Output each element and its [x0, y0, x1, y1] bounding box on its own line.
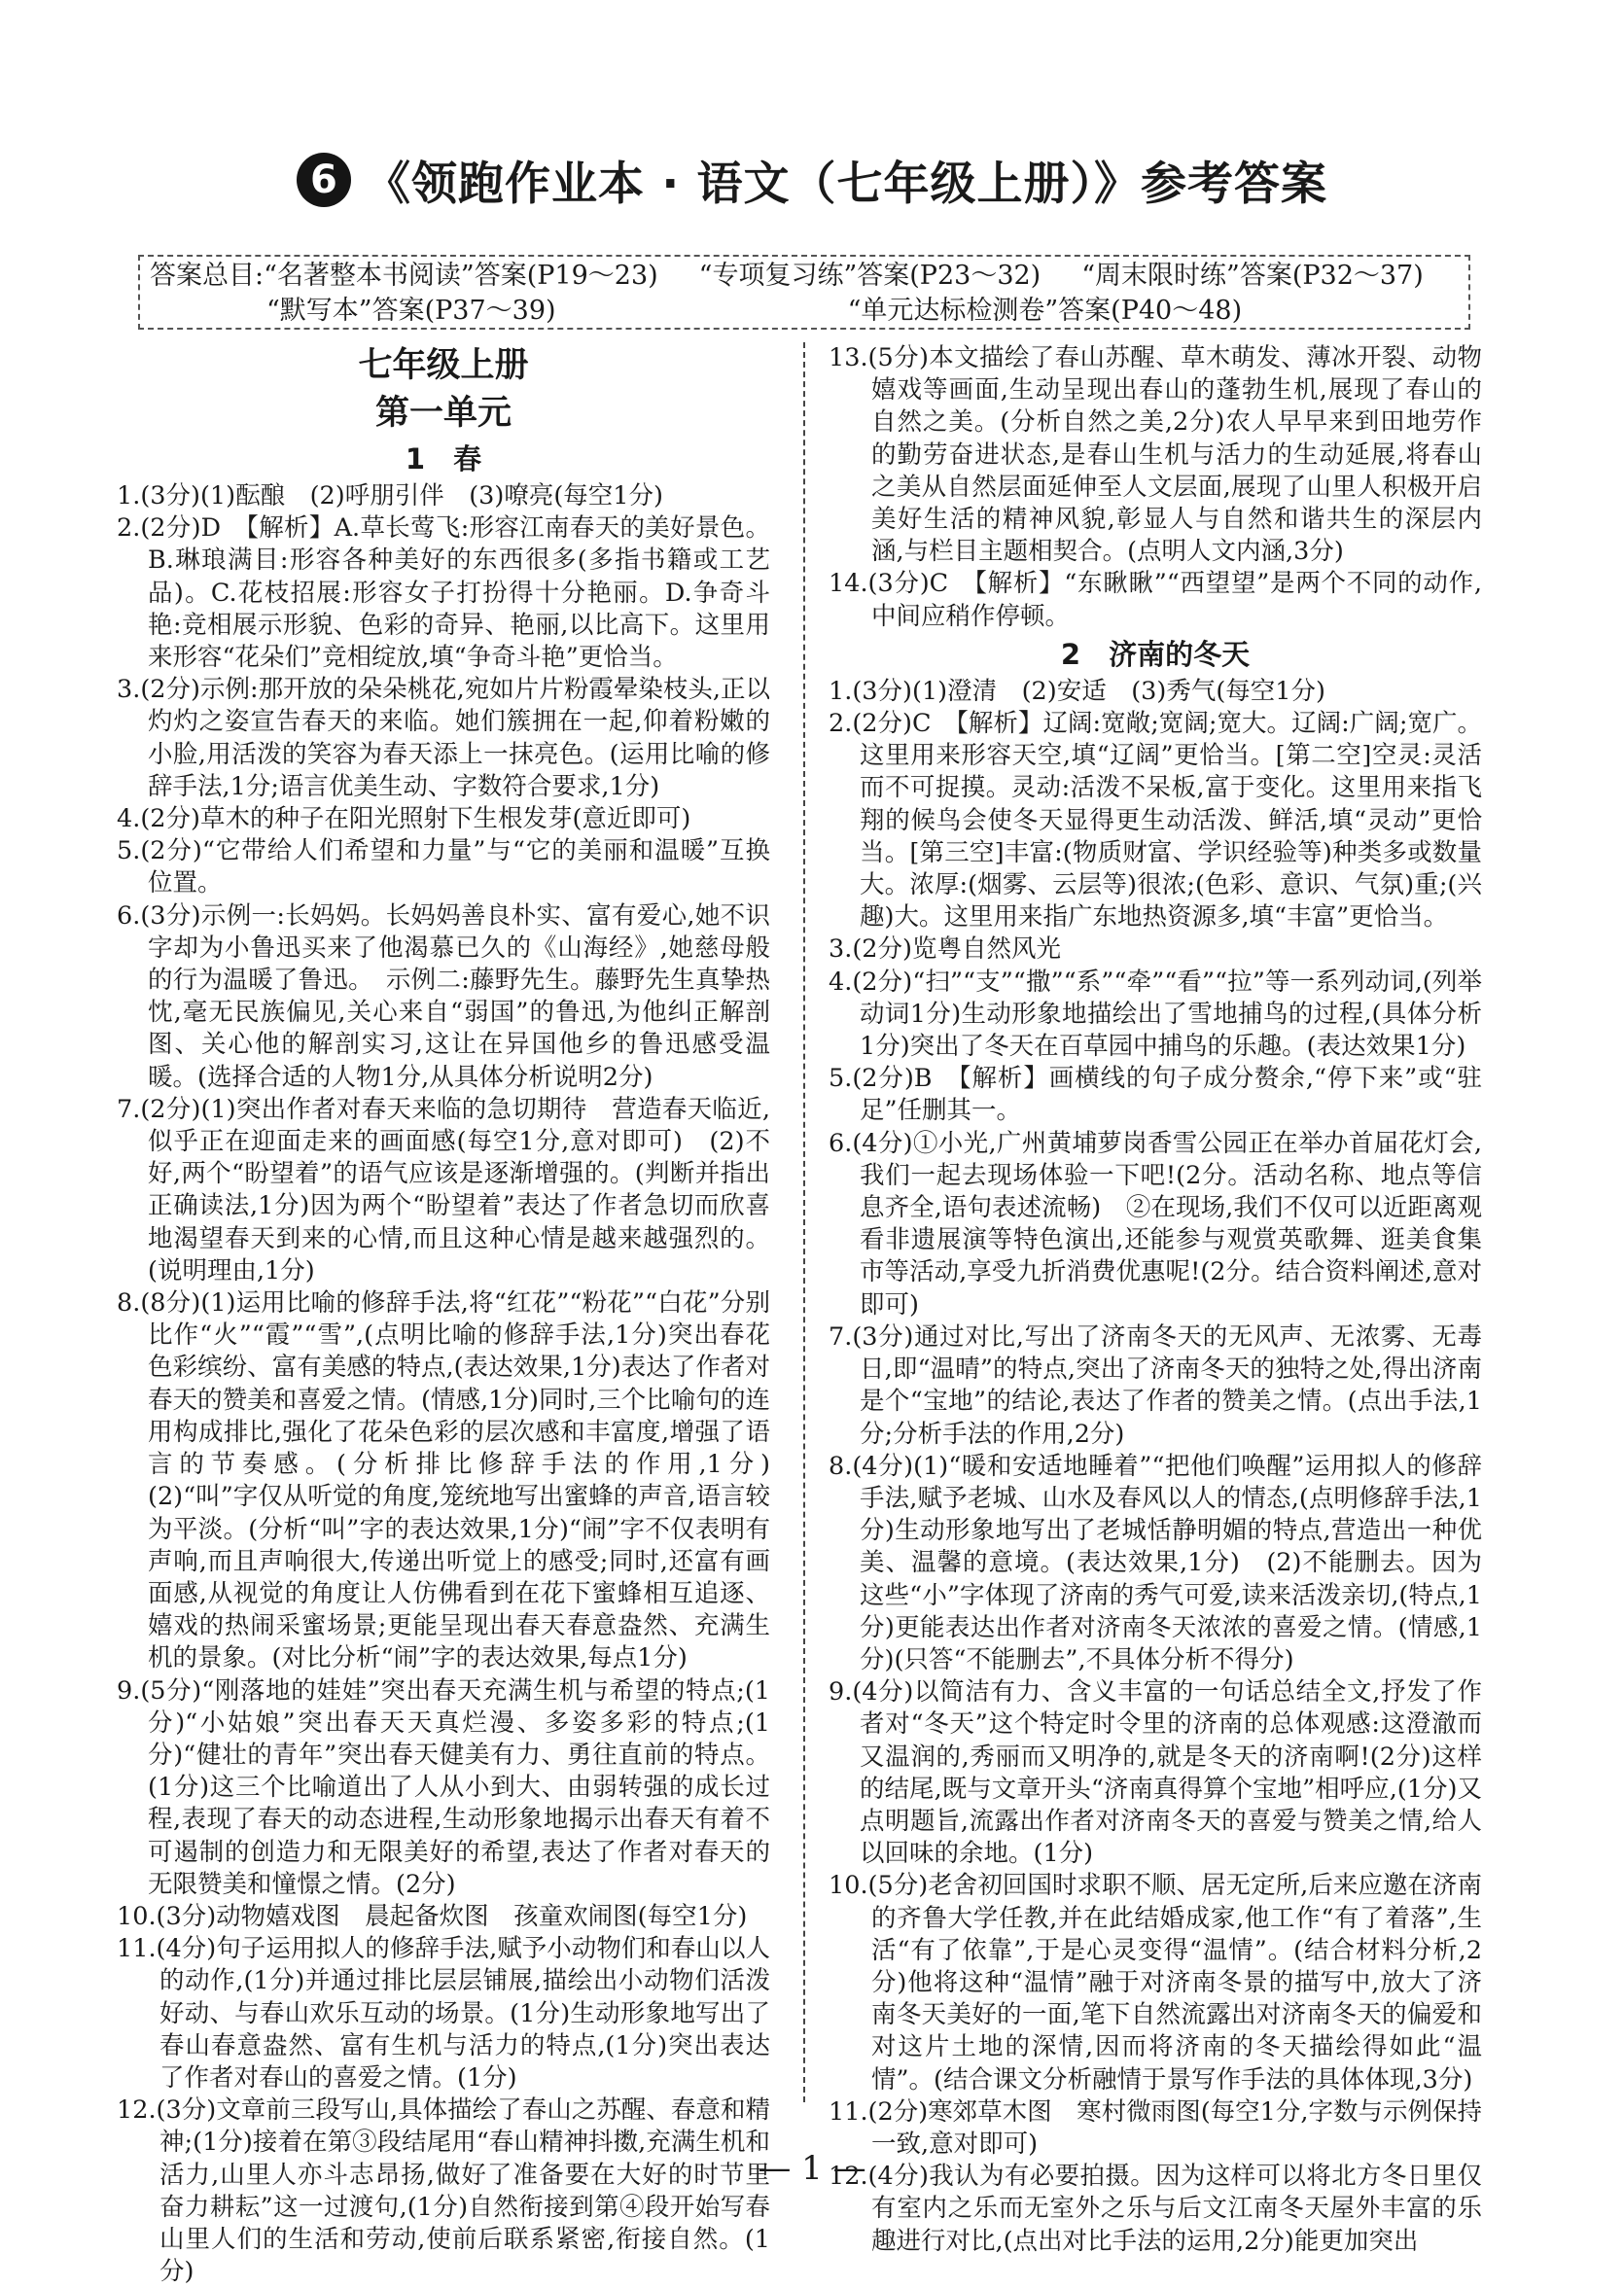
- answer-item: 11.(2分)寒郊草木图 寒村微雨图(每空1分,字数与示例保持一致,意对即可): [829, 2096, 1482, 2159]
- answer-item: 1.(3分)(1)澄清 (2)安适 (3)秀气(每空1分): [829, 676, 1325, 706]
- answer-item: 10.(3分)动物嬉戏图 晨起备炊图 孩童欢闹图(每空1分): [117, 1901, 748, 1931]
- page-title: [0, 146, 1624, 214]
- answer-item: 4.(2分)“扫”“支”“撒”“系”“牵”“看”“拉”等一系列动词,(列举动词1分)生动形象地描绘出了雪地捕鸟的过程,(具体分析1分)突出了冬天在百草园中捕鸟的乐趣。(表达效果1分): [829, 967, 1482, 1062]
- index-entry: “专项复习练”答案(P23～32): [698, 261, 1041, 291]
- answer-item: 6.(4分)①小光,广州黄埔萝岗香雪公园正在举办首届花灯会,我们一起去现场体验一下吧!(2分。活动名称、地点等信息齐全,语句表述流畅) ②在现场,我们不仅可以近距离观看非遗展演等特色演出,还能参与观赏英歌舞、逛美食集市等活动,享受九折消费优惠呢!(2分。结合资料阐述,意对即可): [829, 1128, 1482, 1320]
- page-number: — 1 —: [758, 2149, 866, 2188]
- answer-item: 3.(2分)览粤自然风光: [829, 934, 1061, 965]
- unit-heading: 第一单元: [374, 394, 512, 433]
- answer-item: 7.(2分)(1)突出作者对春天来临的急切期待 营造春天临近,似乎正在迎面走来的画面感(每空1分,意对即可) (2)不好,两个“盼望着”的语气应该是逐渐增强的。(判断并指出正确读法,1分)因为两个“盼望着”表达了作者急切而欣喜地渴望春天到来的心情,而且这种心情是越来越强烈的。(说明理由,1分): [117, 1094, 770, 1285]
- answer-item: 4.(2分)草木的种子在阳光照射下生根发芽(意近即可): [117, 804, 691, 834]
- answer-item: 9.(5分)“刚落地的娃娃”突出春天充满生机与希望的特点;(1分)“小姑娘”突出春天天真烂漫、多姿多彩的特点;(1分)“健壮的青年”突出春天健美有力、勇往直前的特点。(1分)这三个比喻道出了人从小到大、由弱转强的成长过程,表现了春天的动态进程,生动形象地揭示出春天有着不可遏制的创造力和无限美好的希望,表达了作者对春天的无限赞美和憧憬之情。(2分): [117, 1675, 770, 1899]
- answer-index-box: [138, 255, 1470, 330]
- right-column: [829, 342, 1482, 2258]
- answer-item: 10.(5分)老舍初回国时求职不顺、居无定所,后来应邀在济南的齐鲁大学任教,并在此结婚成家,他工作“有了着落”,生活“有了依靠”,于是心灵变得“温情”。(结合材料分析,2分)他将这种“温情”融于对济南冬景的描写中,放大了济南冬天美好的一面,笔下自然流露出对济南冬天的偏爱和对这片土地的深情,因而将济南的冬天描绘得如此“温情”。(结合课文分析融情于景写作手法的具体体现,3分): [829, 1871, 1482, 2094]
- answer-item: 2.(2分)D 【解析】A.草长莺飞:形容江南春天的美好景色。B.琳琅满目:形容各种美好的东西很多(多指书籍或工艺品)。C.花枝招展:形容女子打扮得十分艳丽。D.争奇斗艳:竞相展示形貌、色彩的奇异、艳丽,以比高下。这里用来形容“花朵们”竞相绽放,填“争奇斗艳”更恰当。: [117, 513, 770, 673]
- left-column: [117, 342, 795, 2288]
- lesson-heading: 2 济南的冬天: [1060, 637, 1251, 671]
- answer-item: 12.(3分)文章前三段写山,具体描绘了春山之苏醒、春意和精神;(1分)接着在第③段结尾用“春山精神抖擞,充满生机和活力,山里人亦斗志昂扬,做好了准备要在大好的时节里奋力耕耘”这一过渡句,(1分)自然衔接到第④段开始写春山里人们的生活和劳动,使前后联系紧密,衔接自然。(1分): [117, 2095, 770, 2287]
- answer-item: 1.(3分)(1)酝酿 (2)呼朋引伴 (3)嘹亮(每空1分): [117, 481, 663, 510]
- answer-item: 8.(4分)(1)“暖和安适地睡着”“把他们唤醒”运用拟人的修辞手法,赋予老城、山水及春风以人的情态,(点明修辞手法,1分)生动形象地写出了老城恬静明媚的特点,营造出一种优美、温馨的意境。(表达效果,1分) (2)不能删去。因为这些“小”字体现了济南的秀气可爱,读来活泼亲切,(特点,1分)更能表达出作者对济南冬天浓浓的喜爱之情。(情感,1分)(只答“不能删去”,不具体分析不得分): [829, 1451, 1482, 1674]
- page-number-badge: 6: [297, 153, 351, 207]
- answer-item: 8.(8分)(1)运用比喻的修辞手法,将“红花”“粉花”“白花”分别比作“火”“霞”“雪”,(点明比喻的修辞手法,1分)突出春花色彩缤纷、富有美感的特点,(表达效果,1分)表达了作者对春天的赞美和喜爱之情。(情感,1分)同时,三个比喻句的连用构成排比,强化了花朵色彩的层次感和丰富度,增强了语言的节奏感。(分析排比修辞手法的作用,1分) (2)“叫”字仅从听觉的角度,笼统地写出蜜蜂的声音,语言较为平淡。(分析“叫”字的表达效果,1分)“闹”字不仅表明有声响,而且声响很大,传递出听觉上的感受;同时,还富有画面感,从视觉的角度让人仿佛看到在花下蜜蜂相互追逐、嬉戏的热闹采蜜场景;更能呈现出春天春意盎然、充满生机的景象。(对比分析“闹”字的表达效果,每点1分): [117, 1288, 795, 1673]
- grade-heading: 七年级上册: [358, 346, 529, 385]
- lesson-heading: 1 春: [405, 442, 482, 475]
- answer-item: 5.(2分)B 【解析】画横线的句子成分赘余,“停下来”或“驻足”任删其一。: [829, 1064, 1482, 1126]
- answer-item: 6.(3分)示例一:长妈妈。长妈妈善良朴实、富有爱心,她不识字却为小鲁迅买来了他渴慕已久的《山海经》,她慈母般的行为温暖了鲁迅。 示例二:藤野先生。藤野先生真挚热忱,毫无民族偏见,关心来自“弱国”的鲁迅,为他纠正解剖图、关心他的解剖实习,这让在异国他乡的鲁迅感受温暖。(选择合适的人物1分,从具体分析说明2分): [117, 900, 770, 1092]
- answer-item: 7.(3分)通过对比,写出了济南冬天的无风声、无浓雾、无毒日,即“温晴”的特点,突出了济南冬天的独特之处,得出济南是个“宝地”的结论,表达了作者的赞美之情。(点出手法,1分;分析手法的作用,2分): [829, 1321, 1482, 1449]
- answer-item: 9.(4分)以简洁有力、含义丰富的一句话总结全文,抒发了作者对“冬天”这个特定时令里的济南的总体观感:这澄澈而又温润的,秀丽而又明净的,就是冬天的济南啊!(2分)这样的结尾,既与文章开头“济南真得算个宝地”相呼应,(1分)又点明题旨,流露出作者对济南冬天的喜爱与赞美之情,给人以回味的余地。(1分): [829, 1677, 1482, 1869]
- answer-item: 11.(4分)句子运用拟人的修辞手法,赋予小动物们和春山以人的动作,(1分)并通过排比层层铺展,描绘出小动物们活泼好动、与春山欢乐互动的场景。(1分)生动形象地写出了春山春意盎然、富有生机与活力的特点,(1分)突出表达了作者对春山的喜爱之情。(1分): [117, 1934, 770, 2093]
- answer-item: 2.(2分)C 【解析】辽阔:宽敞;宽阔;宽大。辽阔:广阔;宽广。这里用来形容天空,填“辽阔”更恰当。[第二空]空灵:灵活而不可捉摸。灵动:活泼不呆板,富于变化。这里用来指飞翔的候鸟会使冬天显得更生动活泼、鲜活,填“灵动”更恰当。[第三空]丰富:(物质财富、学识经验等)种类多或数量大。浓厚:(烟雾、云层等)很浓;(色彩、意识、气氛)重;(兴趣)大。这里用来指广东地热资源多,填“丰富”更恰当。: [829, 709, 1482, 933]
- answer-item: 14.(3分)C 【解析】“东瞅瞅”“西望望”是两个不同的动作,中间应稍作停顿。: [829, 569, 1482, 631]
- column-divider: [803, 342, 805, 2102]
- index-entry: “周末限时练”答案(P32～37): [1081, 261, 1424, 291]
- document-title: 《领跑作业本 · 语文（七年级上册）》参考答案: [364, 157, 1328, 211]
- index-entry: “默写本”答案(P37～39): [266, 296, 556, 326]
- answer-item: 12.(4分)我认为有必要拍摄。因为这样可以将北方冬日里仅有室内之乐而无室外之乐与后文江南冬天屋外丰富的乐趣进行对比,(点出对比手法的运用,2分)能更加突出: [829, 2162, 1482, 2256]
- index-entry: “单元达标检测卷”答案(P40～48): [847, 296, 1243, 326]
- answer-index-line-1: [150, 259, 1424, 294]
- answer-item: 5.(2分)“它带给人们希望和力量”与“它的美丽和温暖”互换位置。: [117, 836, 770, 898]
- answer-item: 13.(5分)本文描绘了春山苏醒、草木萌发、薄冰开裂、动物嬉戏等画面,生动呈现出春山的蓬勃生机,展现了春山的自然之美。(分析自然之美,2分)农人早早来到田地劳作的勤劳奋进状态,是春山生机与活力的生动延展,将春山之美从自然层面延伸至人文层面,展现了山里人积极开启美好生活的精神风貌,彰显人与自然和谐共生的深层内涵,与栏目主题相契合。(点明人文内涵,3分): [829, 343, 1482, 567]
- answer-item: 3.(2分)示例:那开放的朵朵桃花,宛如片片粉霞晕染枝头,正以灼灼之姿宣告春天的来临。她们簇拥在一起,仰着粉嫩的小脸,用活泼的笑容为春天添上一抹亮色。(运用比喻的修辞手法,1分;语言优美生动、字数符合要求,1分): [117, 675, 770, 801]
- index-entry: 答案总目:“名著整本书阅读”答案(P19～23): [150, 261, 658, 291]
- answer-index-line-2: [266, 294, 1242, 329]
